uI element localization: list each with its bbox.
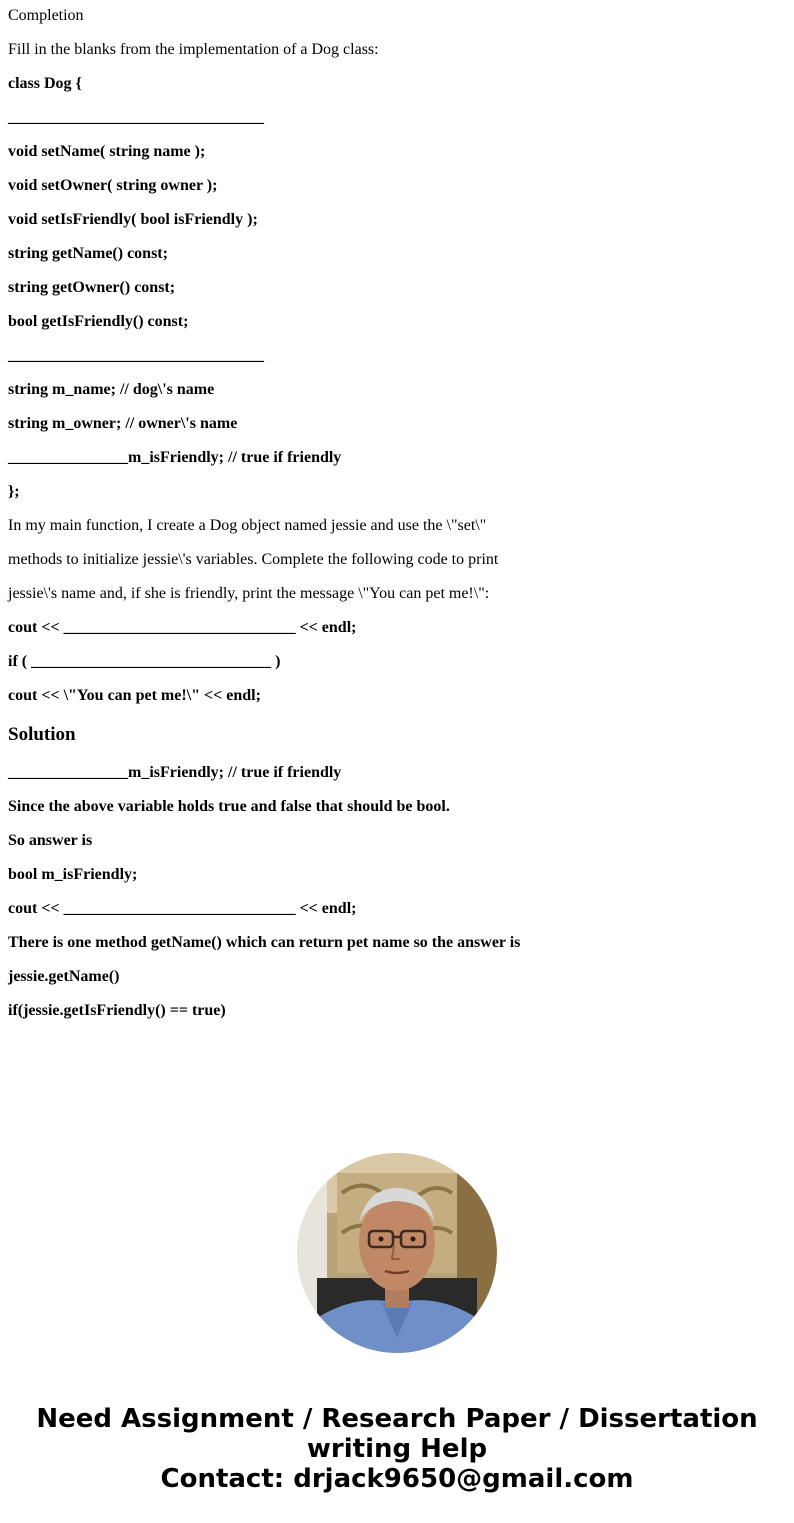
- code-member-owner: string m_owner; // owner\'s name: [8, 415, 238, 432]
- solution-line-5: cout << _____________________________ << endl;: [8, 900, 357, 917]
- footer-line-1: Need Assignment / Research Paper / Dissertation: [36, 1404, 758, 1434]
- question-paragraph-3: jessie\'s name and, if she is friendly, print the message \"You can pet me!\":: [8, 585, 490, 602]
- solution-line-4: bool m_isFriendly;: [8, 866, 138, 883]
- code-class-open: class Dog {: [8, 75, 82, 92]
- code-method-get-name: string getName() const;: [8, 245, 168, 262]
- solution-line-3: So answer is: [8, 832, 93, 849]
- code-method-get-owner: string getOwner() const;: [8, 279, 176, 296]
- code-member-name: string m_name; // dog\'s name: [8, 381, 215, 398]
- solution-line-7: jessie.getName(): [8, 968, 120, 985]
- code-method-set-name: void setName( string name );: [8, 143, 206, 160]
- code-if-line: if ( ______________________________ ): [8, 653, 281, 670]
- solution-line-8: if(jessie.getIsFriendly() == true): [8, 1002, 226, 1019]
- code-class-close: };: [8, 483, 20, 500]
- code-member-is-friendly: _______________m_isFriendly; // true if friendly: [8, 449, 342, 466]
- question-prompt: Fill in the blanks from the implementation of a Dog class:: [8, 41, 379, 58]
- solution-line-6: There is one method getName() which can return pet name so the answer is: [8, 934, 521, 951]
- code-cout-line: cout << _____________________________ << endl;: [8, 619, 357, 636]
- footer-banner: [0, 1404, 794, 1494]
- solution-line-1: _______________m_isFriendly; // true if friendly: [8, 764, 342, 781]
- code-blank-private: ________________________________: [8, 347, 264, 364]
- code-method-set-owner: void setOwner( string owner );: [8, 177, 218, 194]
- code-pet-line: cout << \"You can pet me!\" << endl;: [8, 687, 261, 704]
- code-blank-public: ________________________________: [8, 109, 264, 126]
- question-paragraph-1: In my main function, I create a Dog object named jessie and use the \"set\": [8, 517, 487, 534]
- footer-line-2: writing Help: [306, 1434, 488, 1464]
- solution-title: Solution: [8, 724, 76, 745]
- tutor-portrait-icon: [297, 1153, 497, 1353]
- code-method-set-is-friendly: void setIsFriendly( bool isFriendly );: [8, 211, 258, 228]
- footer-contact: Contact: drjack9650@gmail.com: [160, 1464, 634, 1494]
- solution-line-2: Since the above variable holds true and false that should be bool.: [8, 798, 450, 815]
- question-label: Completion: [8, 7, 84, 24]
- question-paragraph-2: methods to initialize jessie\'s variables. Complete the following code to print: [8, 551, 499, 568]
- avatar: [297, 1153, 497, 1353]
- code-method-get-is-friendly: bool getIsFriendly() const;: [8, 313, 189, 330]
